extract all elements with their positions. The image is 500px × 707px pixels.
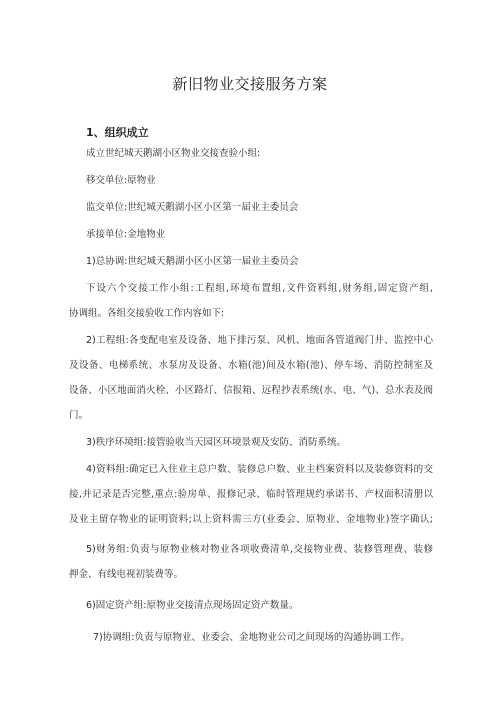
paragraph-line: 7)协调组:负责与原物业、业委会、金地物业公司之间现场的沟通协调工作。 xyxy=(93,632,410,643)
paragraph-line: 1)总协调:世纪城天鹅湖小区小区第一届业主委员会 xyxy=(86,256,299,267)
paragraph-line: 协调组。各组交接验收工作内容如下: xyxy=(69,308,225,319)
paragraph-line: 承接单位:金地物业 xyxy=(86,229,166,240)
paragraph-line: 押金、有线电视初装费等。 xyxy=(69,569,184,580)
paragraph-line: 移交单位:原物业 xyxy=(86,175,156,186)
paragraph-line: 下设六个交接工作小组:工程组,环境布置组,文件资料组,财务组,固定资产组, xyxy=(86,283,433,294)
paragraph-line: 及设备、电梯系统、水泵房及设备、水箱(池)间及水箱(池)、停车场、消防控制室及 xyxy=(69,360,433,371)
paragraph-line: 成立世纪城天鹅湖小区物业交接查验小组: xyxy=(86,148,261,159)
paragraph-line: 门。 xyxy=(69,410,89,421)
paragraph-line: 4)资料组:确定已入住业主总户数、装修总户数、业主档案资料以及装修资料的交 xyxy=(86,464,433,475)
paragraph-line: 5)财务组:负责与原物业核对物业各项收费清单,交接物业费、装修管理费、装修 xyxy=(86,544,433,555)
document-title: 新旧物业交接服务方案 xyxy=(172,75,328,93)
section-heading: 1、组织成立 xyxy=(86,126,149,139)
paragraph-line: 监交单位:世纪城天鹅湖小区小区第一届业主委员会 xyxy=(86,202,299,213)
paragraph-line: 及业主留存物业的证明资料;以上资料需三方(业委会、原物业、金地物业)签字确认; xyxy=(69,514,433,525)
paragraph-line: 接,并记录是否完整,重点:验房单、报修记录、临时管理规约承诺书、产权面积清册以 xyxy=(69,489,433,500)
paragraph-line: 3)秩序环境组:接管验收当天园区环境景观及安防、消防系统。 xyxy=(86,437,346,448)
paragraph-line: 设备、小区地面消火栓、小区路灯、信报箱、远程抄表系统(水、电、气)、总水表及阀 xyxy=(69,385,433,396)
paragraph-line: 6)固定资产组:原物业交接清点现场固定资产数量。 xyxy=(86,600,299,611)
paragraph-line: 2)工程组:各变配电室及设备、地下排污泵、风机、地面各管道阀门井、监控中心 xyxy=(86,335,433,346)
